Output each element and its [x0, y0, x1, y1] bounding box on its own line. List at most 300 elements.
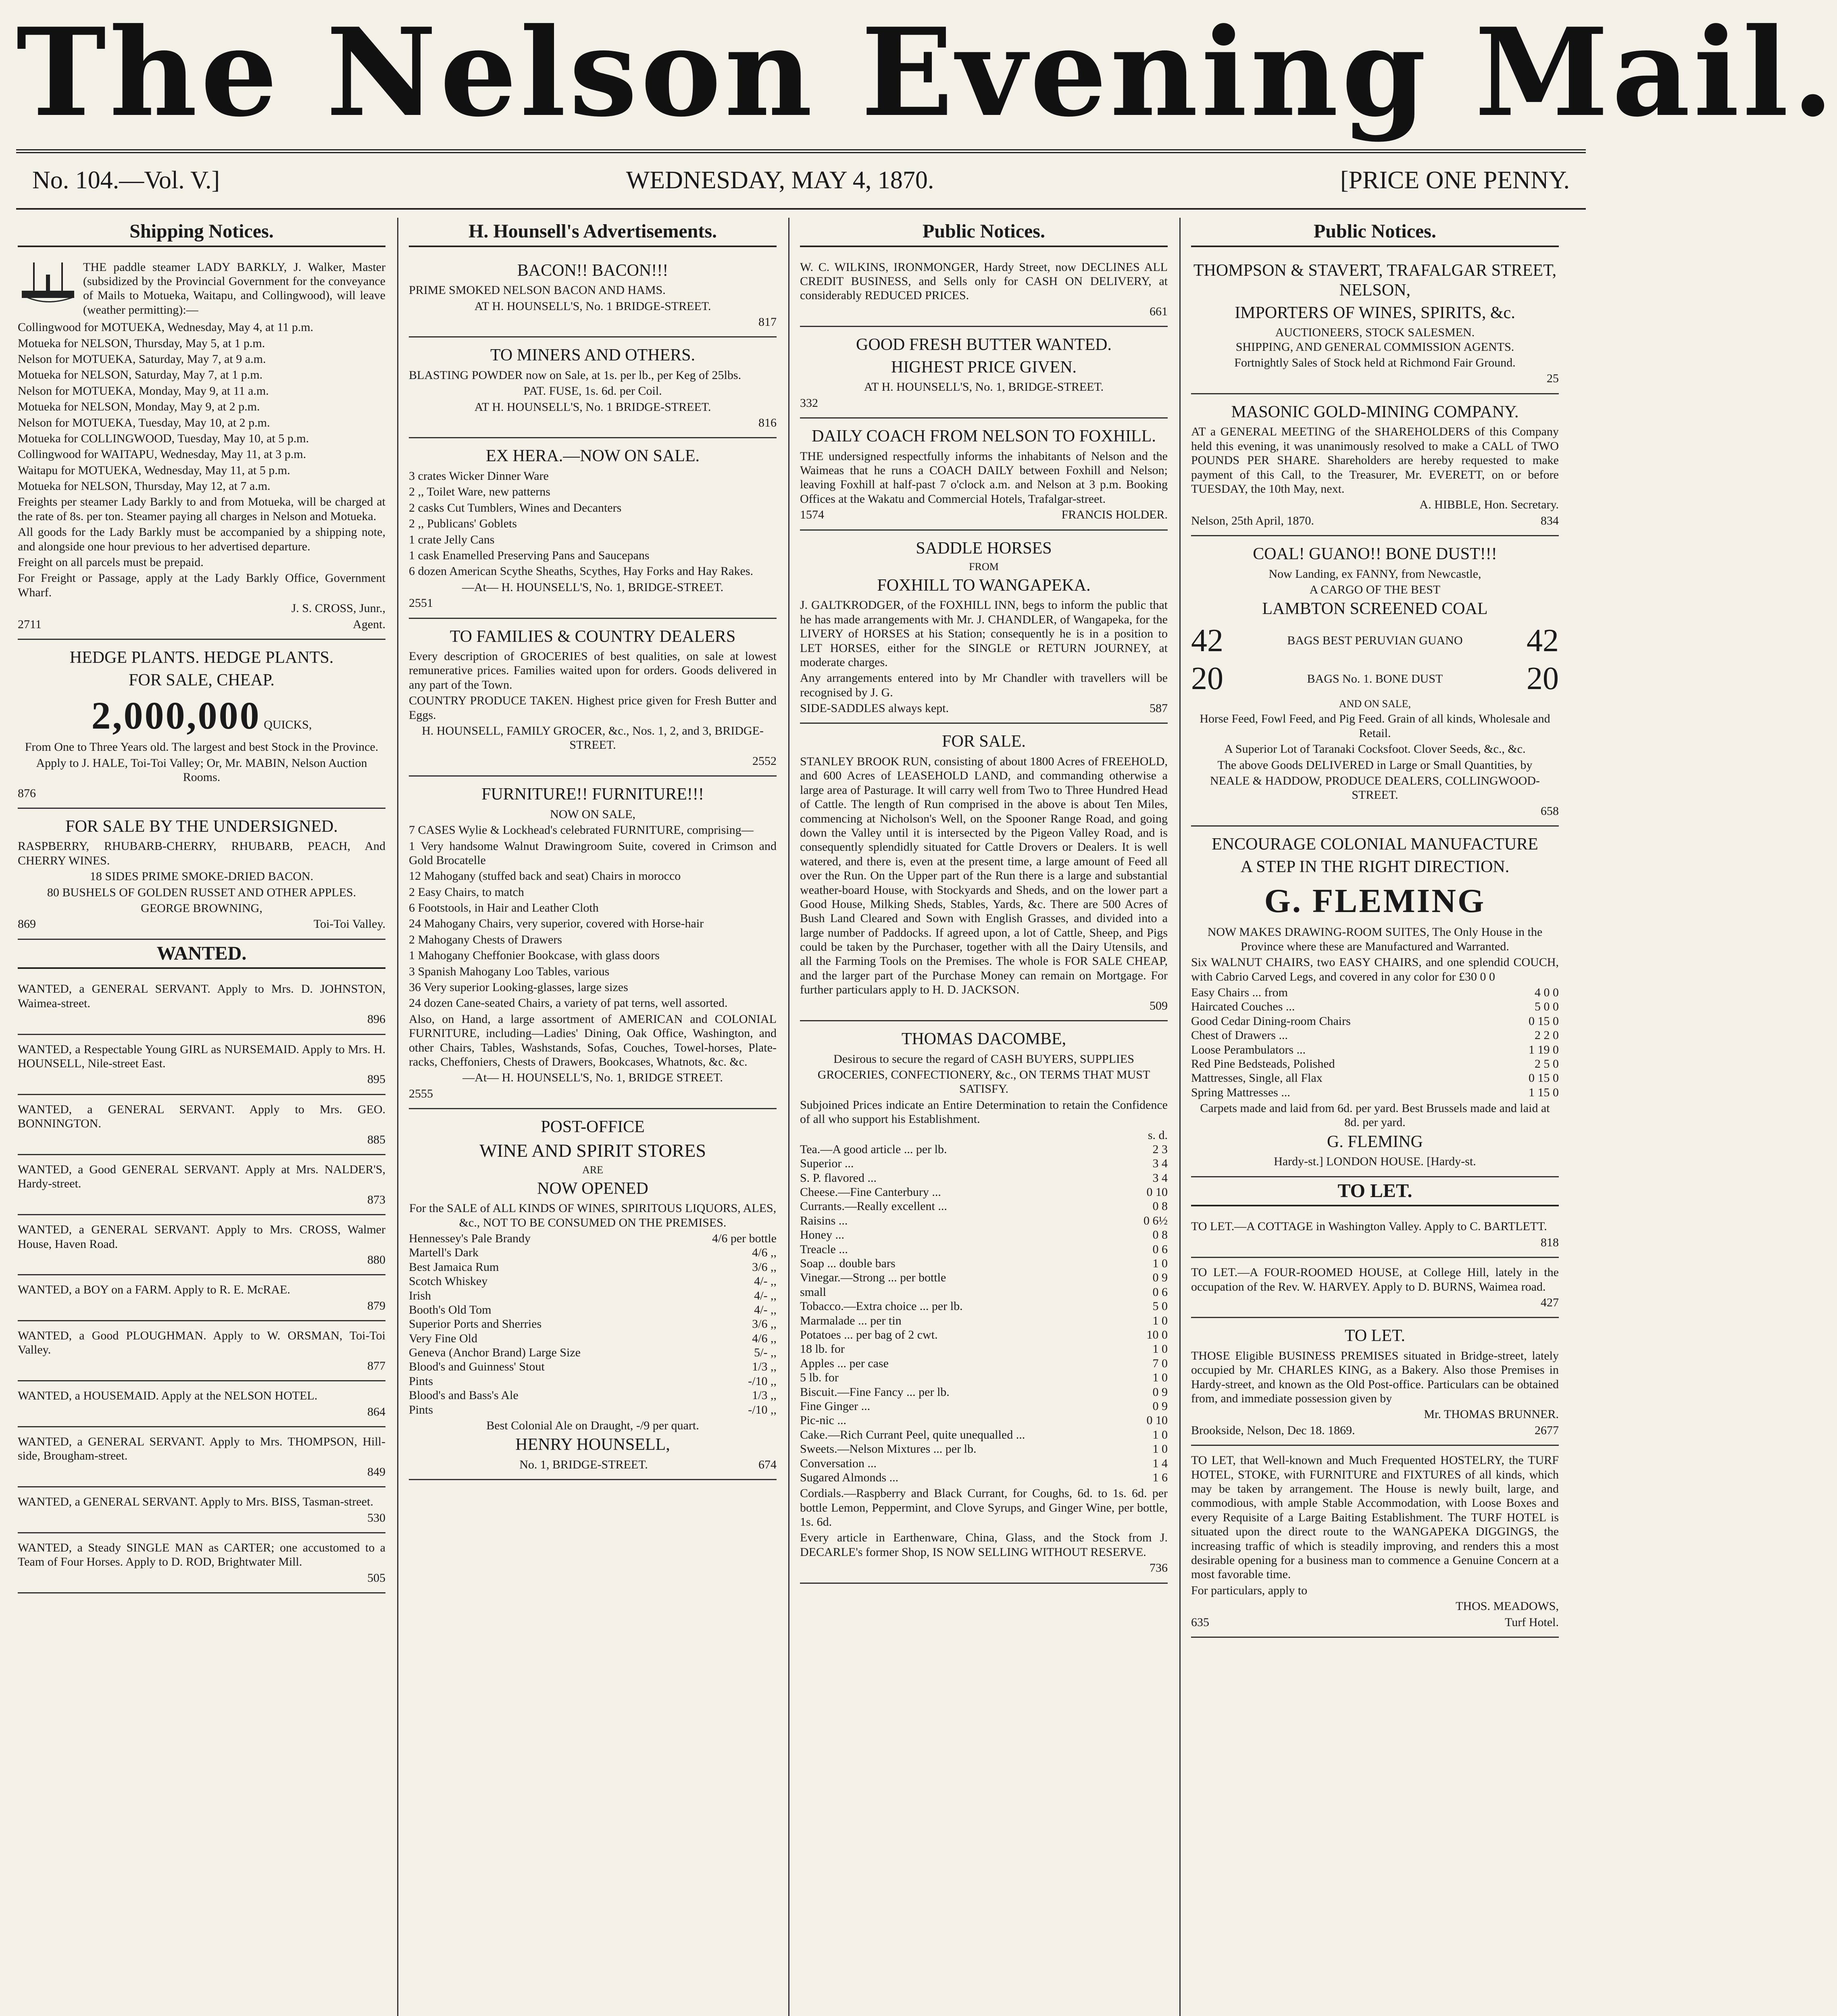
ad-name: Mr. THOMAS BRUNNER.: [1424, 1408, 1559, 1421]
ad-big-number: 20: [1191, 661, 1223, 697]
ad-text: Fortnightly Sales of Stock held at Richmond Fair Ground.: [1234, 356, 1516, 370]
ad-text: TO LET.—A FOUR-ROOMED HOUSE, at College Hill, lately in the occupation of the Rev. W. HARVEY. Apply to D. BURNS, Waimea road.: [1191, 1266, 1559, 1293]
ad-text: WANTED, a BOY on a FARM. Apply to R. E. McRAE.: [18, 1283, 290, 1297]
ad-item: 2 ,, Toilet Ware, new patterns: [409, 485, 550, 499]
ad-text: Every article in Earthenware, China, Glass, and the Stock from J. DECARLE's former Shop, IS NOW SELLING WITHOUT RESERVE.: [800, 1531, 1168, 1559]
ad-heading: TO MINERS AND OTHERS.: [490, 346, 695, 365]
price-row: [1191, 1085, 1559, 1100]
item-price: 1 0: [1152, 1314, 1168, 1327]
ad-text: Now Landing, ex FANNY, from Newcastle,: [1268, 567, 1481, 581]
wilkins-ad: [800, 253, 1168, 327]
ad-item: 24 Mahogany Chairs, very superior, covered with Horse-hair: [409, 917, 704, 931]
item-price: 0 15 0: [1529, 1014, 1559, 1028]
ad-text: FROM: [969, 561, 999, 573]
item-price: 4 0 0: [1535, 985, 1559, 999]
item-price: 0 10: [1146, 1414, 1168, 1427]
ad-number: 332: [800, 396, 818, 410]
to-let-ad: [1191, 1318, 1559, 1446]
item-name: Haircated Couches ...: [1191, 1000, 1295, 1014]
ad-text: AUCTIONEERS, STOCK SALESMEN.: [1275, 326, 1475, 339]
ad-heading: HEDGE PLANTS. HEDGE PLANTS.: [69, 648, 334, 667]
item-name: Vinegar.—Strong ... per bottle: [800, 1271, 946, 1285]
issue-date: WEDNESDAY, MAY 4, 1870.: [626, 167, 934, 194]
ad-text: RASPBERRY, RHUBARB-CHERRY, RHUBARB, PEACH, And CHERRY WINES.: [18, 839, 385, 867]
item-name: Mattresses, Single, all Flax: [1191, 1071, 1323, 1085]
price-row: [409, 1388, 777, 1402]
ad-text: NOW MAKES DRAWING-ROOM SUITES, The Only House in the Province where these are Manufactured and Warranted.: [1207, 925, 1543, 953]
families-ad: [409, 619, 777, 777]
shipping-note: Freights per steamer Lady Barkly to and from Motueka, will be charged at the rate of 8s. per ton. Steamer paying all charges in Nelson and Motueka.: [18, 495, 385, 523]
shipping-note: Freight on all parcels must be prepaid.: [18, 556, 204, 569]
item-name: Hennessey's Pale Brandy: [409, 1231, 531, 1245]
item-price: 4/- ,,: [754, 1303, 777, 1316]
item-name: Honey ...: [800, 1228, 844, 1242]
issue-price: [PRICE ONE PENNY.: [1340, 167, 1570, 194]
item-price: 3 4: [1152, 1171, 1168, 1185]
price-row: [800, 1399, 1168, 1413]
item-name: Tea.—A good article ... per lb.: [800, 1142, 947, 1156]
price-row: [800, 1328, 1168, 1342]
wanted-ad: [18, 1427, 385, 1487]
ad-number: 869: [18, 917, 36, 931]
ad-text: WANTED, a Steady SINGLE MAN as CARTER; one accustomed to a Team of Four Horses. Apply to D. ROD, Brightwater Mill.: [18, 1541, 385, 1569]
item-name: Pints: [409, 1374, 433, 1388]
sailing-item: Collingwood for WAITAPU, Wednesday, May 11, at 3 p.m.: [18, 448, 306, 461]
ad-text: WANTED, a GENERAL SERVANT. Apply to Mrs. CROSS, Walmer House, Haven Road.: [18, 1223, 385, 1251]
price-row: [800, 1185, 1168, 1199]
ad-item: 36 Very superior Looking-glasses, large sizes: [409, 981, 628, 994]
ad-subheading: IMPORTERS OF WINES, SPIRITS, &c.: [1235, 303, 1515, 322]
item-name: Raisins ...: [800, 1214, 848, 1227]
ad-date: Nelson, 25th April, 1870.: [1191, 514, 1314, 527]
ad-number: 1574: [800, 508, 824, 522]
sailing-item: Waitapu for MOTUEKA, Wednesday, May 11, at 5 p.m.: [18, 463, 290, 477]
item-name: Marmalade ... per tin: [800, 1314, 902, 1327]
ad-number: 879: [367, 1299, 385, 1312]
price-row: [1191, 1014, 1559, 1028]
item-price: 0 8: [1152, 1200, 1168, 1213]
item-price: 1 4: [1152, 1456, 1168, 1470]
ad-text: Best Colonial Ale on Draught, -/9 per quart.: [486, 1419, 699, 1433]
item-price: 4/6 ,,: [752, 1246, 777, 1260]
section-heading: Public Notices.: [800, 220, 1168, 247]
ad-heading: FOR SALE BY THE UNDERSIGNED.: [65, 817, 338, 836]
item-price: 4/- ,,: [754, 1289, 777, 1302]
item-price: -/10 ,,: [748, 1374, 777, 1388]
item-name: Good Cedar Dining-room Chairs: [1191, 1014, 1351, 1028]
ad-heading: THOMPSON & STAVERT, TRAFALGAR STREET, NELSON,: [1193, 261, 1557, 300]
price-row: [409, 1260, 777, 1274]
ad-number: 661: [1150, 304, 1168, 318]
price-row: [1191, 1028, 1559, 1042]
ad-name: HENRY HOUNSELL,: [515, 1435, 670, 1454]
item-price: 0 8: [1152, 1228, 1168, 1242]
fleming-ad: [1191, 827, 1559, 1177]
ad-number: 635: [1191, 1615, 1209, 1629]
ad-text: SIDE-SADDLES always kept.: [800, 702, 949, 715]
item-price: 4/- ,,: [754, 1275, 777, 1288]
hedge-plants-ad: [18, 640, 385, 809]
price-row: [800, 1385, 1168, 1399]
item-price: 0 9: [1152, 1271, 1168, 1285]
ad-address: AT H. HOUNSELL'S, No. 1 BRIDGE-STREET.: [474, 400, 711, 414]
sailing-item: Motueka for NELSON, Thursday, May 5, at 1 p.m.: [18, 336, 265, 350]
item-name: Fine Ginger ...: [800, 1399, 871, 1413]
saddle-ad: [800, 531, 1168, 724]
ad-item: 6 Footstools, in Hair and Leather Cloth: [409, 901, 599, 915]
item-name: Red Pine Bedsteads, Polished: [1191, 1057, 1335, 1070]
item-price: 5 0: [1152, 1300, 1168, 1313]
ad-number: 849: [367, 1465, 385, 1479]
shipping-notice: [18, 253, 385, 640]
ad-big-number: 42: [1526, 623, 1559, 658]
item-price: 4/6 per bottle: [712, 1231, 777, 1245]
ad-title: WINE AND SPIRIT STORES: [479, 1140, 706, 1161]
ad-heading: FURNITURE!! FURNITURE!!!: [481, 785, 704, 804]
price-row: [800, 1356, 1168, 1370]
section-heading: Shipping Notices.: [18, 220, 385, 247]
section-heading: Public Notices.: [1191, 220, 1559, 247]
ad-text: THOSE Eligible BUSINESS PREMISES situated in Bridge-street, lately occupied by Mr. CHARLES KING, as a Bakery. Also those Premises in Hardy-street, and known as the Old Post-office. Particulars can be obtained from, and immediate possession given by: [1191, 1349, 1559, 1406]
item-price: 1/3 ,,: [752, 1389, 777, 1402]
ad-text: 7 CASES Wylie & Lockhead's celebrated FURNITURE, comprising—: [409, 823, 754, 837]
wanted-ad: [18, 1035, 385, 1095]
price-row: [800, 1442, 1168, 1456]
price-row: [800, 1142, 1168, 1156]
item-name: Treacle ...: [800, 1242, 848, 1256]
section-heading: TO LET.: [1191, 1180, 1559, 1207]
item-price: 1 0: [1152, 1428, 1168, 1441]
ad-number: 2711: [18, 617, 42, 631]
ad-heading: MASONIC GOLD-MINING COMPANY.: [1231, 402, 1519, 421]
ad-text: A CARGO OF THE BEST: [1309, 583, 1441, 597]
price-row: [800, 1428, 1168, 1442]
ad-heading: EX HERA.—NOW ON SALE.: [485, 447, 700, 466]
item-name: Very Fine Old: [409, 1331, 477, 1345]
ad-number: 2552: [752, 754, 777, 768]
ad-apply: Apply to J. HALE, Toi-Toi Valley; Or, Mr. MABIN, Nelson Auction Rooms.: [36, 756, 367, 784]
hera-ad: [409, 438, 777, 619]
item-name: Pints: [409, 1403, 433, 1416]
ad-heading: BACON!! BACON!!!: [517, 261, 669, 280]
ad-text: 80 BUSHELS OF GOLDEN RUSSET AND OTHER APPLES.: [47, 885, 356, 899]
price-row: [800, 1314, 1168, 1328]
price-row: [1191, 985, 1559, 1000]
section-heading: H. Hounsell's Advertisements.: [409, 220, 777, 247]
ad-subheading: LAMBTON SCREENED COAL: [1262, 600, 1488, 619]
column-3: [794, 218, 1173, 2016]
coal-guano-ad: [1191, 536, 1559, 827]
shipping-intro: THE paddle steamer LADY BARKLY, J. Walker, Master (subsidized by the Provincial Government for the conveyance of Mails to Motueka, Waitapu, and Collingwood), will leave (weather permitting):—: [83, 260, 385, 317]
ad-subheading: HIGHEST PRICE GIVEN.: [891, 358, 1077, 377]
dateline: [16, 149, 1586, 210]
thompson-stavert-ad: [1191, 253, 1559, 394]
item-name: Cheese.—Fine Canterbury ...: [800, 1185, 941, 1199]
ad-number: 816: [758, 416, 777, 430]
ad-address: AT H. HOUNSELL'S, No. 1, BRIDGE-STREET.: [864, 380, 1104, 394]
ad-subheading: NOW OPENED: [537, 1179, 648, 1198]
item-name: Scotch Whiskey: [409, 1275, 488, 1288]
item-price: 2 5 0: [1535, 1057, 1559, 1070]
item-price: 0 6½: [1143, 1214, 1168, 1227]
ad-text: SHIPPING, AND GENERAL COMMISSION AGENTS.: [1235, 340, 1514, 354]
ad-text: Subjoined Prices indicate an Entire Determination to retain the Confidence of all who support his Establishment.: [800, 1098, 1168, 1126]
ad-big-number: 2,000,000: [91, 694, 261, 737]
ad-item: 1 cask Enamelled Preserving Pans and Saucepans: [409, 548, 650, 562]
ad-address: AT H. HOUNSELL'S, No. 1 BRIDGE-STREET.: [474, 299, 711, 313]
ad-big-number: 20: [1526, 661, 1559, 697]
ad-number: 509: [1150, 999, 1168, 1012]
ad-text: WANTED, a Good GENERAL SERVANT. Apply at Mrs. NALDER'S, Hardy-street.: [18, 1162, 385, 1191]
wanted-ad: [18, 1381, 385, 1427]
ad-number: 530: [367, 1511, 385, 1524]
ad-number: 873: [367, 1193, 385, 1206]
ad-text: WANTED, a GENERAL SERVANT. Apply to Mrs. D. JOHNSTON, Waimea-street.: [18, 982, 385, 1010]
item-name: Superior Ports and Sherries: [409, 1317, 542, 1331]
ad-place: Turf Hotel.: [1505, 1615, 1559, 1629]
price-row: [409, 1403, 777, 1417]
ad-text: TO LET.—A COTTAGE in Washington Valley. Apply to C. BARTLETT.: [1191, 1220, 1547, 1233]
ad-number: 896: [367, 1012, 385, 1026]
price-row: [800, 1285, 1168, 1299]
ad-heading: POST-OFFICE: [541, 1118, 645, 1137]
price-row: [409, 1374, 777, 1388]
ad-text: WANTED, a HOUSEMAID. Apply at the NELSON HOTEL.: [18, 1389, 318, 1403]
ad-number: 880: [367, 1253, 385, 1266]
furniture-ad: [409, 777, 777, 1109]
butter-ad: [800, 327, 1168, 419]
item-name: Apples ... per case: [800, 1356, 889, 1370]
ad-text: Cordials.—Raspberry and Black Currant, for Coughs, 6d. to 1s. 6d. per bottle Lemon, Peppermint, and Clove Syrups, and Ginger Wine, per bottle, 1s. 6d.: [800, 1487, 1168, 1529]
ad-item: 2 Easy Chairs, to match: [409, 885, 524, 899]
ad-number: 864: [367, 1405, 385, 1418]
wanted-ad: [18, 1155, 385, 1215]
ad-heading: GOOD FRESH BUTTER WANTED.: [856, 335, 1112, 354]
wanted-ad: [18, 1533, 385, 1593]
ad-item: 3 Spanish Mahogany Loo Tables, various: [409, 964, 610, 978]
ad-text: GROCERIES, CONFECTIONERY, &c., ON TERMS THAT MUST SATISFY.: [817, 1068, 1150, 1096]
ad-item: 3 crates Wicker Dinner Ware: [409, 469, 549, 483]
section-heading: WANTED.: [18, 942, 385, 969]
wanted-ad: [18, 1275, 385, 1321]
miners-ad: [409, 337, 777, 438]
ad-quicks: QUICKS,: [264, 718, 312, 732]
ad-text: Desirous to secure the regard of CASH BUYERS, SUPPLIES: [833, 1052, 1134, 1066]
ad-text: BAGS BEST PERUVIAN GUANO: [1287, 634, 1463, 648]
price-row: [1191, 1043, 1559, 1057]
item-name: Currants.—Really excellent ...: [800, 1200, 947, 1213]
item-name: 18 lb. for: [800, 1342, 845, 1356]
ad-text: AND ON SALE,: [1339, 698, 1411, 710]
ad-number: 818: [1541, 1235, 1559, 1249]
ad-text: THE undersigned respectfully informs the inhabitants of Nelson and the Waimeas that he runs a COACH DAILY between Foxhill and Nelson; leaving Foxhill at half-past 7 o'clock a.m. and Nelson at 3 p.m. Booking Offices at the Wakatu and Commercial Hotels, Trafalgar-street.: [800, 449, 1168, 506]
ad-big-number: 42: [1191, 623, 1223, 658]
ad-heading: COAL! GUANO!! BONE DUST!!!: [1253, 545, 1497, 564]
item-name: Martell's Dark: [409, 1246, 479, 1260]
ad-text: BLASTING POWDER now on Sale, at 1s. per lb., per Keg of 25lbs.: [409, 368, 741, 382]
price-row: [409, 1231, 777, 1245]
ad-item: 2 Mahogany Chests of Drawers: [409, 933, 562, 946]
item-name: Superior ...: [800, 1157, 854, 1170]
price-row: [800, 1171, 1168, 1185]
ad-number: 895: [367, 1073, 385, 1086]
ad-number: 834: [1541, 514, 1559, 527]
price-row: [409, 1303, 777, 1317]
column-rule: [397, 218, 398, 2016]
price-unit: s. d.: [1148, 1128, 1168, 1142]
issue-number: No. 104.—Vol. V.]: [32, 167, 220, 194]
price-row: [409, 1331, 777, 1345]
price-row: [800, 1228, 1168, 1242]
column-4: [1185, 218, 1564, 2016]
sailing-item: Motueka for NELSON, Saturday, May 7, at 1 p.m.: [18, 368, 263, 382]
item-price: 3/6 ,,: [752, 1317, 777, 1331]
item-price: 1 0: [1152, 1371, 1168, 1385]
ad-text: For particulars, apply to: [1191, 1583, 1308, 1597]
item-name: Potatoes ... per bag of 2 cwt.: [800, 1328, 938, 1341]
item-price: 1 6: [1152, 1470, 1168, 1484]
price-row: [800, 1156, 1168, 1170]
steamer-icon: [18, 258, 78, 307]
ad-text: Also, on Hand, a large assortment of AMERICAN and COLONIAL FURNITURE, including—Ladies' Dining, Oak Office, Washington, and other Chairs, Tables, Washstands, Sofas, Couches, Towel-horses, Plate-racks, Cheffoniers, Chests of Drawers, Bookcases, Whatnots, &c. &c.: [409, 1012, 777, 1068]
sailing-item: Nelson for MOTUEKA, Tuesday, May 10, at 2 p.m.: [18, 416, 270, 429]
ad-item: 6 dozen American Scythe Sheaths, Scythes, Hay Forks and Hay Rakes.: [409, 564, 753, 578]
item-name: Pic-nic ...: [800, 1414, 846, 1427]
ad-text: PRIME SMOKED NELSON BACON AND HAMS.: [409, 283, 666, 297]
ad-text: ARE: [582, 1164, 603, 1176]
item-name: 5 lb. for: [800, 1371, 839, 1385]
item-price: 0 6: [1152, 1285, 1168, 1299]
ad-number: 2677: [1535, 1423, 1559, 1437]
ad-subheading: FOR SALE, CHEAP.: [129, 671, 275, 689]
masthead-title: The Nelson Evening Mail.: [16, 1, 1837, 144]
price-row: [800, 1370, 1168, 1385]
price-row: [800, 1456, 1168, 1470]
price-row: [800, 1256, 1168, 1270]
ad-text: WANTED, a GENERAL SERVANT. Apply to Mrs. GEO. BONNINGTON.: [18, 1102, 385, 1131]
item-price: 10 0: [1146, 1328, 1168, 1341]
ad-text: J. GALTKRODGER, of the FOXHILL INN, begs to inform the public that he has made arrangements with Mr. J. CHANDLER, of Wangapeka, for the LIVERY of HORSES at his Station; consequently he is in a position to LET HORSES, either for the SINGLE or RETURN JOURNEY, at moderate charges.: [800, 598, 1168, 669]
item-price: 1 19 0: [1529, 1043, 1559, 1056]
ad-name: A. HIBBLE, Hon. Secretary.: [1419, 498, 1559, 512]
item-price: 1 0: [1152, 1342, 1168, 1356]
column-1: [12, 218, 391, 2016]
wanted-ad: [18, 1215, 385, 1275]
ad-item: 24 dozen Cane-seated Chairs, a variety of pat terns, well assorted.: [409, 996, 728, 1010]
price-row: [409, 1245, 777, 1260]
post-office-ad: [409, 1109, 777, 1480]
ad-text: WANTED, a Respectable Young GIRL as NURSEMAID. Apply to Mrs. H. HOUNSELL, Nile-street East.: [18, 1042, 385, 1070]
ad-number: 885: [367, 1133, 385, 1146]
ad-text: 18 SIDES PRIME SMOKE-DRIED BACON.: [90, 870, 314, 883]
ad-text: A Superior Lot of Taranaki Cocksfoot. Clover Seeds, &c., &c.: [1224, 742, 1526, 756]
ad-name: GEORGE BROWNING,: [141, 902, 262, 915]
shipping-note: For Freight or Passage, apply at the Lady Barkly Office, Government Wharf.: [18, 571, 385, 599]
item-price: 1 0: [1152, 1257, 1168, 1270]
price-row: [800, 1270, 1168, 1285]
ad-number: 658: [1541, 804, 1559, 818]
ad-subheading: FOXHILL TO WANGAPEKA.: [877, 576, 1091, 595]
ad-text: WANTED, a Good PLOUGHMAN. Apply to W. ORSMAN, Toi-Toi Valley.: [18, 1329, 385, 1357]
ad-text: W. C. WILKINS, IRONMONGER, Hardy Street, now DECLINES ALL CREDIT BUSINESS, and Sells only for CASH ON DELIVERY, at considerably REDUCED PRICES.: [800, 260, 1168, 302]
price-row: [409, 1360, 777, 1374]
ad-text: For the SALE of ALL KINDS OF WINES, SPIRITOUS LIQUORS, ALES, &c., NOT TO BE CONSUMED ON THE PREMISES.: [409, 1202, 777, 1229]
ad-heading: TO LET.: [1344, 1327, 1406, 1345]
ad-heading: DAILY COACH FROM NELSON TO FOXHILL.: [812, 427, 1156, 446]
item-price: 2 2 0: [1535, 1029, 1559, 1042]
ad-number: 674: [758, 1458, 777, 1471]
ad-number: 587: [1150, 702, 1168, 715]
item-price: 5/- ,,: [754, 1346, 777, 1360]
column-2: [403, 218, 782, 2016]
item-name: Soap ... double bars: [800, 1257, 896, 1270]
stanley-brook-ad: [800, 724, 1168, 1021]
price-row: [1191, 1000, 1559, 1014]
item-name: Chest of Drawers ...: [1191, 1029, 1288, 1042]
ad-address: —At— H. HOUNSELL'S, No. 1, BRIDGE-STREET.: [462, 580, 724, 594]
item-price: 1/3 ,,: [752, 1360, 777, 1374]
ad-item: 12 Mahogany (stuffed back and seat) Chairs in morocco: [409, 869, 681, 883]
item-price: 7 0: [1152, 1356, 1168, 1370]
shipping-agent: J. S. CROSS, Junr.,: [291, 602, 385, 615]
ad-number: 876: [18, 786, 36, 800]
ad-place: Toi-Toi Valley.: [313, 917, 385, 931]
ad-text: Every description of GROCERIES of best qualities, on sale at lowest remunerative prices. Families waited upon for orders. Goods delivered in any part of the Town.: [409, 650, 777, 691]
ad-name: G. FLEMING: [1327, 1132, 1423, 1151]
item-name: Spring Mattresses ...: [1191, 1085, 1290, 1099]
ad-item: 2 ,, Publicans' Goblets: [409, 517, 517, 531]
item-price: 1 0: [1152, 1442, 1168, 1456]
browning-ad: [18, 809, 385, 940]
item-price: 0 9: [1152, 1385, 1168, 1399]
item-price: 0 15 0: [1529, 1071, 1559, 1085]
item-price: 2 3: [1152, 1142, 1168, 1156]
ad-subheading: A STEP IN THE RIGHT DIRECTION.: [1240, 857, 1510, 876]
ad-text: TO LET, that Well-known and Much Frequented HOSTELRY, the TURF HOTEL, STOKE, with FURNITURE and FIXTURES of all kinds, which may be taken by arrangement. The House is newly built, large, and commodious, with ample Stable Accommodation, with Loose Boxes and every Requisite of a Large Baiting Establishment. The TURF HOTEL is situated upon the direct route to the WANGAPEKA DIGGINGS, the increasing traffic of which is steadily improving, and renders this a most desirable opening for a business man to commence a Genuine Concern at a most favorable time.: [1191, 1454, 1559, 1581]
column-rule: [788, 218, 789, 2016]
item-name: small: [800, 1285, 826, 1299]
ad-name: NEALE & HADDOW, PRODUCE DEALERS, COLLINGWOOD-STREET.: [1210, 774, 1540, 802]
dacombe-ad: [800, 1021, 1168, 1584]
item-name: Tobacco.—Extra choice ... per lb.: [800, 1300, 963, 1313]
item-name: Irish: [409, 1289, 431, 1302]
item-price: 4/6 ,,: [752, 1331, 777, 1345]
item-name: Loose Perambulators ...: [1191, 1043, 1306, 1056]
ad-name: H. HOUNSELL, FAMILY GROCER, &c., Nos. 1, 2, and 3, BRIDGE-STREET.: [422, 724, 764, 752]
wanted-ad: [18, 975, 385, 1035]
price-row: [800, 1199, 1168, 1213]
ad-number: 2555: [409, 1087, 433, 1100]
ad-item: 1 crate Jelly Cans: [409, 533, 495, 546]
ad-text: COUNTRY PRODUCE TAKEN. Highest price given for Fresh Butter and Eggs.: [409, 694, 777, 722]
ad-text: Any arrangements entered into by Mr Chandler with travellers will be recognised by J. G.: [800, 671, 1168, 699]
price-row: [409, 1274, 777, 1288]
item-name: Sweets.—Nelson Mixtures ... per lb.: [800, 1442, 977, 1456]
item-name: Blood's and Bass's Ale: [409, 1389, 519, 1402]
ad-text: Horse Feed, Fowl Feed, and Pig Feed. Grain of all kinds, Wholesale and Retail.: [1200, 712, 1550, 740]
price-row: [1191, 1071, 1559, 1085]
ad-text: From One to Three Years old. The largest and best Stock in the Province.: [25, 740, 379, 754]
ad-heading: SADDLE HORSES: [916, 539, 1052, 558]
to-let-ad: [1191, 1212, 1559, 1258]
sailing-item: Nelson for MOTUEKA, Saturday, May 7, at 9 a.m.: [18, 352, 266, 366]
ad-text: AT a GENERAL MEETING of the SHAREHOLDERS of this Company held this evening, it was unanimously resolved to make a CALL of TWO POUNDS PER SHARE. Shareholders are hereby requested to make payment of this Call, to the Treasurer, Mr. EVERETT, on or before TUESDAY, the 10th May, next.: [1191, 425, 1559, 496]
item-name: Booth's Old Tom: [409, 1303, 492, 1316]
item-price: 3 4: [1152, 1157, 1168, 1170]
price-row: [409, 1317, 777, 1331]
ad-text: PAT. FUSE, 1s. 6d. per Coil.: [523, 384, 662, 398]
price-row: [800, 1242, 1168, 1256]
